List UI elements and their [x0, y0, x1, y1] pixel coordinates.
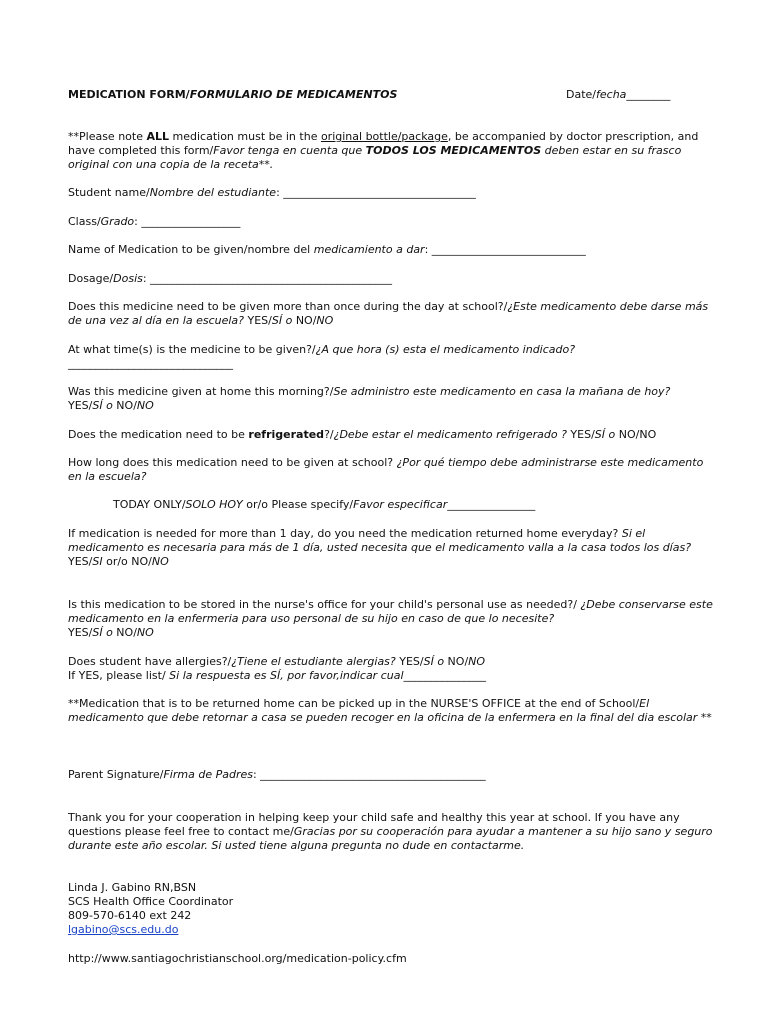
- duration-options: [68, 498, 763, 512]
- contact-phone: 809-570-6140 ext 242: [68, 909, 192, 922]
- question-multiple-doses: [68, 300, 718, 328]
- date-blank: ________: [626, 88, 671, 101]
- note-text-2: medication must be in the: [169, 130, 321, 143]
- date-label-es: fecha: [596, 88, 627, 101]
- q7-yes-label: YES/: [68, 626, 93, 639]
- q5-or-specify: or/o Please specify/: [242, 498, 354, 511]
- medication-name-label: Name of Medication to be given/nombre del: [68, 243, 314, 256]
- class-field[interactable]: [68, 215, 718, 229]
- q1-yes-label: YES/: [244, 314, 272, 327]
- q1-no-es: NO: [316, 314, 334, 327]
- question-given-at-home: [68, 385, 718, 413]
- class-label: Class/: [68, 215, 101, 228]
- form-title-en: MEDICATION FORM/: [68, 88, 190, 101]
- q8-no-es: NO: [468, 655, 486, 668]
- q4-yes-option[interactable]: [567, 428, 615, 441]
- q8-yes-es: SÍ o: [423, 655, 445, 668]
- note-all: ALL: [146, 130, 170, 143]
- q8-no-label: NO/: [444, 655, 469, 668]
- q5-text: How long does this medication need to be given at school?: [68, 456, 397, 469]
- question-allergies: [68, 655, 718, 683]
- q5-specify-es: Favor especificar: [353, 498, 448, 511]
- q1-text-es: ¿Este medicamento debe darse más de una vez al día en la escuela?: [68, 300, 709, 327]
- q4-text-es: ¿Debe estar el medicamento refrigerado ?: [333, 428, 567, 441]
- q2-text: At what time(s) is the medicine to be given?/: [68, 343, 316, 356]
- q1-no-option[interactable]: [296, 314, 333, 327]
- student-name-field[interactable]: [68, 186, 718, 200]
- question-stored-nurse-office: [68, 598, 718, 640]
- return-note-text: **Medication that is to be returned home can be picked up in the NURSE'S OFFICE at the end of School/: [68, 697, 640, 710]
- student-name-blank: : ___________________________________: [276, 186, 476, 199]
- form-header: [68, 88, 718, 102]
- q8-yes-option[interactable]: [396, 655, 444, 668]
- q1-text: Does this medicine need to be given more than once during the day at school?/: [68, 300, 508, 313]
- return-note-text-es: El medicamento que debe retornar a casa se pueden recoger en la oficina de la enfermera en la final del dia escolar **: [68, 697, 712, 724]
- note-original-bottle: original bottle/package: [320, 130, 448, 143]
- today-only-option[interactable]: [113, 498, 243, 511]
- q5-specify-blank[interactable]: ________________: [447, 498, 536, 511]
- medication-name-field[interactable]: [68, 243, 718, 257]
- class-blank: : __________________: [134, 215, 241, 228]
- dosage-field[interactable]: [68, 272, 718, 286]
- q8-list-label-es: Si la respuesta es SÍ, por favor,indicar cual: [165, 669, 404, 682]
- q6-no-label: NO/: [131, 555, 152, 568]
- q3-no-label: NO/: [112, 399, 137, 412]
- q6-text-es: Si el medicamento es necesaria para más de 1 día, usted necesita que el medicamento valla a la casa todos los días?: [68, 527, 692, 554]
- q7-no-es: NO: [136, 626, 154, 639]
- q1-yes-es: SÍ: [271, 314, 283, 327]
- q4-yes-label: YES/: [566, 428, 595, 441]
- q2-text-es: ¿A que hora (s) esta el medicamento indicado?: [315, 343, 576, 356]
- contact-title: SCS Health Office Coordinator: [68, 895, 234, 908]
- question-refrigerated: [68, 428, 718, 442]
- q7-no-option[interactable]: [113, 626, 154, 639]
- q3-no-es: NO: [136, 399, 154, 412]
- signature-blank: : _________________________________________: [252, 768, 486, 781]
- dosage-blank: : ____________________________________________: [142, 272, 393, 285]
- q1-or: o: [282, 314, 296, 327]
- q6-yes-es: SI: [92, 555, 103, 568]
- q2-blank[interactable]: ______________________________: [68, 357, 233, 370]
- q4-yes-es: SÍ o: [594, 428, 616, 441]
- medication-name-blank: : ____________________________: [424, 243, 586, 256]
- q8-yes-label: YES/: [395, 655, 424, 668]
- form-title: [68, 88, 397, 101]
- policy-url-text: http://www.santiagochristianschool.org/medication-policy.cfm: [68, 952, 407, 965]
- question-time-given: [68, 343, 718, 371]
- contact-block: [68, 881, 718, 937]
- q6-text: If medication is needed for more than 1 day, do you need the medication returned home everyday?: [68, 527, 622, 540]
- q5-text-es: ¿Por qué tiempo debe administrarse este medicamento en la escuela?: [68, 456, 704, 483]
- signature-label-es: Firma de Padres: [163, 768, 253, 781]
- q6-yes-label: YES/: [68, 555, 93, 568]
- dosage-label: Dosage/: [68, 272, 114, 285]
- note-es-todos: TODOS LOS MEDICAMENTOS: [365, 144, 542, 157]
- q1-no-label: NO/: [295, 314, 317, 327]
- question-duration: [68, 456, 718, 484]
- thanks-text-es: Gracias por su cooperación para ayudar a mantener a su hijo sano y seguro durante este año escolar. Si usted tiene alguna pregunta no dude en contactarme.: [68, 825, 713, 852]
- contact-name: Linda J. Gabino RN,BSN: [68, 881, 197, 894]
- q8-no-option[interactable]: [444, 655, 485, 668]
- contact-email-link[interactable]: lgabino@scs.edu.do: [68, 923, 179, 936]
- policy-url[interactable]: [68, 952, 718, 966]
- q7-no-label: NO/: [112, 626, 137, 639]
- q3-text-es: Se administro este medicamento en casa la mañana de hoy?: [333, 385, 671, 398]
- medication-name-label-es: medicamiento a dar: [313, 243, 425, 256]
- question-returned-home: [68, 527, 718, 569]
- q4-sep: ?/: [324, 428, 334, 441]
- q8-list-label: If YES, please list/: [68, 669, 166, 682]
- dosage-label-es: Dosis: [113, 272, 143, 285]
- note-text-3: , be accompanied by doctor prescription, and have completed this form/: [68, 130, 699, 157]
- q3-text: Was this medicine given at home this morning?/: [68, 385, 334, 398]
- note-es-1: Favor tenga en cuenta que: [213, 144, 366, 157]
- student-name-label: Student name/: [68, 186, 150, 199]
- today-only-label: TODAY ONLY/: [113, 498, 186, 511]
- q6-no-es: NO: [151, 555, 169, 568]
- class-label-es: Grado: [100, 215, 135, 228]
- q8-text-es: ¿Tiene el estudiante alergias?: [231, 655, 396, 668]
- q6-no-option[interactable]: [131, 555, 168, 568]
- q3-no-option[interactable]: [113, 399, 154, 412]
- q7-text: Is this medication to be stored in the nurse's office for your child's personal use as needed?/: [68, 598, 581, 611]
- thank-you-note: [68, 811, 718, 853]
- signature-label: Parent Signature/: [68, 768, 164, 781]
- student-name-label-es: Nombre del estudiante: [149, 186, 277, 199]
- q1-yes-option[interactable]: [244, 314, 282, 327]
- q4-refrigerated: refrigerated: [248, 428, 325, 441]
- date-field[interactable]: [566, 88, 670, 102]
- date-label: Date/: [566, 88, 596, 101]
- q7-yes-es: SÍ o: [92, 626, 113, 639]
- note-es-2: deben estar en su frasco original con una copia de la receta**.: [68, 144, 682, 171]
- q3-yes-es: SÍ o: [92, 399, 113, 412]
- q8-text: Does student have allergies?/: [68, 655, 232, 668]
- q6-or: or/o: [102, 555, 132, 568]
- form-title-es: FORMULARIO DE MEDICAMENTOS: [189, 88, 398, 101]
- q3-yes-label: YES/: [68, 399, 93, 412]
- today-only-es: SOLO HOY: [185, 498, 243, 511]
- q6-yes-option[interactable]: [68, 555, 103, 568]
- note-text-1: **Please note: [68, 130, 147, 143]
- parent-signature-field[interactable]: [68, 768, 718, 782]
- q7-text-es: ¿Debe conservarse este medicamento en la enfermeria para uso personal de su hijo en caso de que lo necesite?: [68, 598, 713, 625]
- q7-yes-option[interactable]: [68, 626, 113, 639]
- q8-list-blank[interactable]: _______________: [403, 669, 487, 682]
- thanks-text: Thank you for your cooperation in helping keep your child safe and healthy this year at school. If you have any questions please feel free to contact me/: [68, 811, 680, 838]
- return-home-note: [68, 697, 718, 725]
- q3-yes-option[interactable]: [68, 399, 113, 412]
- q4-no-option[interactable]: NO/NO: [615, 428, 657, 441]
- q4-text: Does the medication need to be: [68, 428, 249, 441]
- medication-note: [68, 130, 718, 172]
